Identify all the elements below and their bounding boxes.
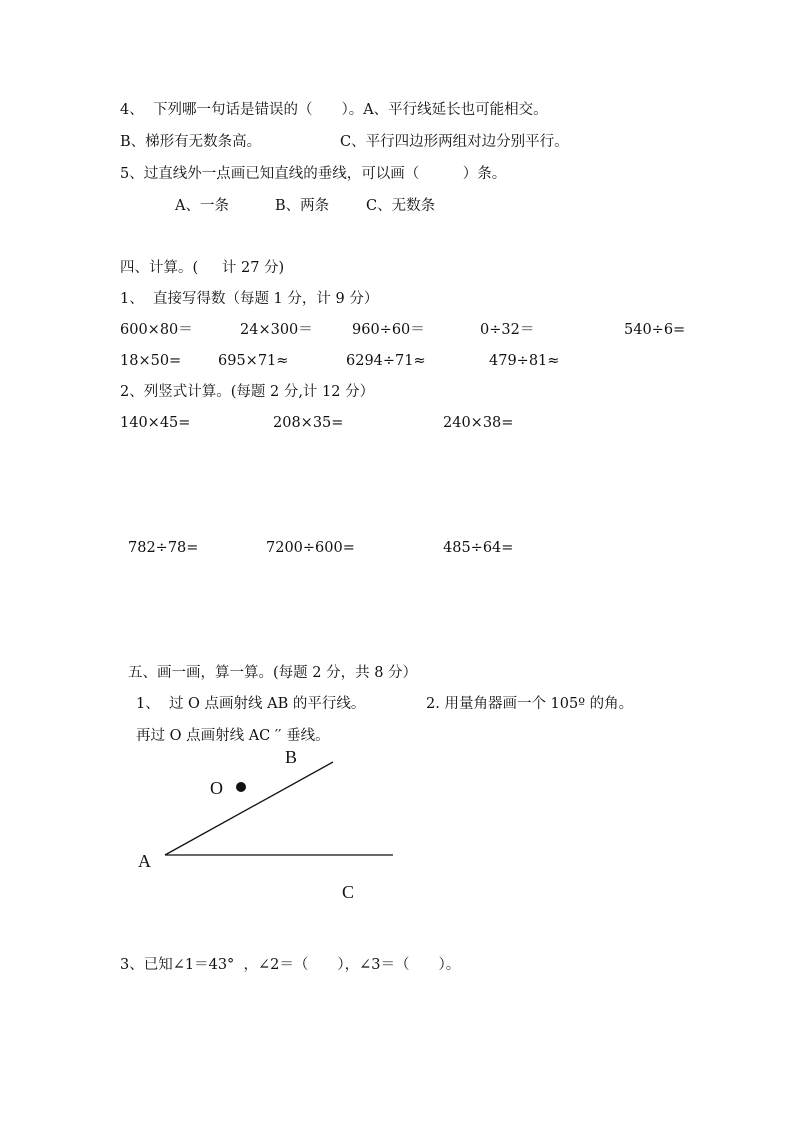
label-c: C: [342, 882, 355, 902]
row1-item-1: 600×80＝: [120, 322, 193, 338]
q5-option-b: B、两条: [275, 198, 330, 214]
label-o: O: [210, 778, 223, 798]
point-o: [236, 782, 246, 792]
section5-item3: 3、已知∠1＝43° ，∠2＝（ ），∠3＝（ ）。: [120, 957, 461, 973]
q5-option-a: A、一条: [175, 198, 229, 214]
row3-item-3: 240×38=: [443, 415, 514, 431]
row4-item-3: 485÷64=: [443, 540, 514, 556]
q4-line1: 4、 下列哪一句话是错误的（ ）。A、平行线延长也可能相交。: [120, 102, 548, 118]
section4-sub1-title: 1、 直接写得数（每题 1 分，计 9 分）: [120, 291, 379, 307]
row2-item-2: 695×71≈: [218, 353, 289, 369]
row1-item-5: 540÷6=: [624, 322, 686, 338]
row1-item-2: 24×300＝: [240, 322, 313, 338]
row2-item-4: 479÷81≈: [489, 353, 560, 369]
label-b: B: [285, 747, 298, 767]
section5-item1: 1、 过 O 点画射线 AB 的平行线。: [136, 696, 366, 712]
row1-item-3: 960÷60＝: [352, 322, 425, 338]
q4-option-c: C、平行四边形两组对边分别平行。: [340, 134, 569, 150]
row4-item-2: 7200÷600=: [266, 540, 355, 556]
section5-item2: 2. 用量角器画一个 105º 的角。: [426, 696, 634, 712]
row2-item-1: 18×50=: [120, 353, 182, 369]
row1-item-4: 0÷32＝: [480, 322, 535, 338]
row4-item-1: 782÷78=: [128, 540, 199, 556]
q5-option-c: C、无数条: [366, 198, 436, 214]
q4-option-b: B、梯形有无数条高。: [120, 134, 262, 150]
section4-sub2-title: 2、列竖式计算。(每题 2 分,计 12 分）: [120, 384, 375, 400]
q5-line1: 5、过直线外一点画已知直线的垂线，可以画（ ）条。: [120, 166, 507, 182]
row2-item-3: 6294÷71≈: [346, 353, 426, 369]
ray-ab: [165, 762, 333, 855]
label-a: A: [138, 851, 151, 871]
section4-title: 四、计算。( 计 27 分): [120, 260, 285, 276]
row3-item-2: 208×35=: [273, 415, 344, 431]
row3-item-1: 140×45=: [120, 415, 191, 431]
section5-title: 五、画一画，算一算。(每题 2 分，共 8 分）: [128, 665, 418, 681]
section5-item1b: 再过 O 点画射线 AC ′′ 垂线。: [136, 728, 330, 744]
